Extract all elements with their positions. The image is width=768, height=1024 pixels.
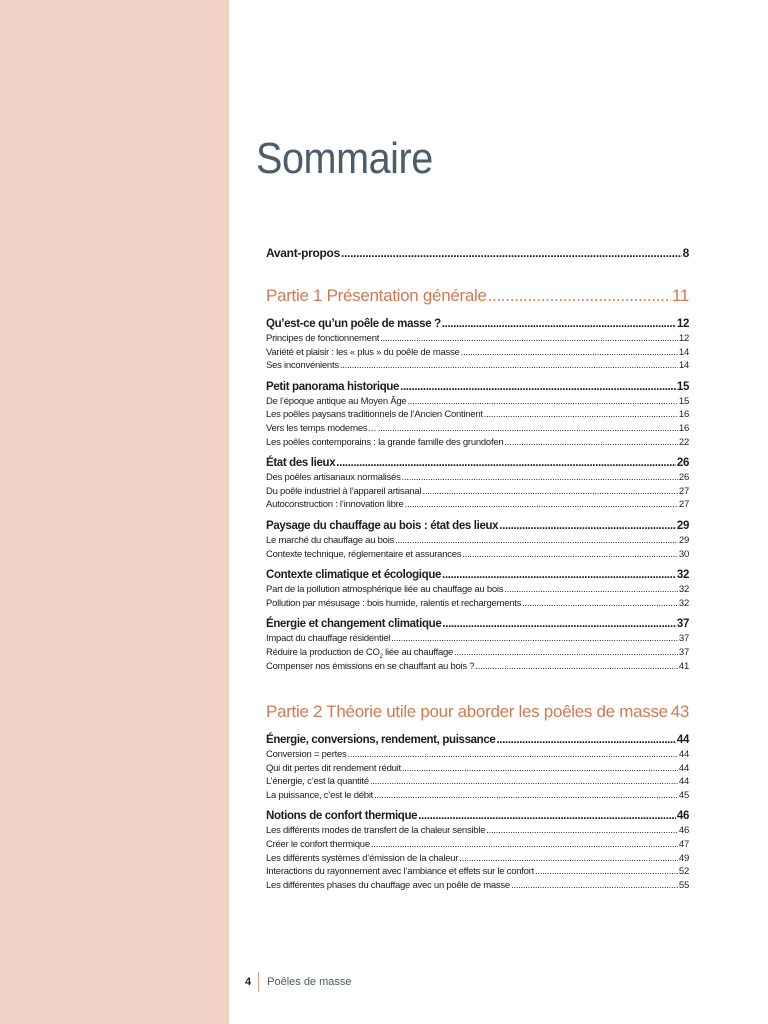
toc-page: 15 bbox=[676, 380, 689, 393]
dot-leader bbox=[475, 661, 678, 672]
toc-label: Avant-propos bbox=[266, 246, 340, 260]
toc-subsection[interactable] bbox=[266, 633, 689, 647]
toc-label: Ses inconvénients bbox=[266, 360, 339, 372]
dot-leader bbox=[522, 598, 678, 609]
toc-label: Partie 1 Présentation générale bbox=[266, 286, 487, 305]
toc-label: La puissance, c’est le débit bbox=[266, 789, 374, 801]
dot-leader bbox=[462, 549, 678, 560]
toc-label: Le marché du chauffage au bois bbox=[266, 534, 395, 546]
page-title: Sommaire bbox=[256, 134, 433, 183]
toc-page: 46 bbox=[678, 825, 689, 837]
toc-page: 8 bbox=[682, 246, 689, 260]
toc-section[interactable] bbox=[266, 569, 689, 584]
toc-label: Conversion = pertes bbox=[266, 749, 347, 761]
toc-section[interactable] bbox=[266, 381, 689, 396]
dot-leader bbox=[371, 839, 678, 850]
toc-label: Les poêles paysans traditionnels de l’Ancien Continent bbox=[266, 409, 483, 421]
dot-leader bbox=[442, 618, 676, 630]
toc-page: 12 bbox=[678, 333, 689, 344]
toc-page: 32 bbox=[678, 584, 689, 596]
toc-label: Contexte climatique et écologique bbox=[266, 569, 442, 582]
toc-subsection[interactable] bbox=[266, 360, 689, 374]
toc-page: 37 bbox=[678, 633, 689, 645]
dot-leader bbox=[461, 347, 678, 358]
footer-page-number: 4 bbox=[245, 976, 252, 988]
toc-page: 12 bbox=[676, 318, 689, 330]
toc-label: Part de la pollution atmosphérique liée au chauffage au bois bbox=[266, 584, 504, 596]
toc-label: Autoconstruction : l’innovation libre bbox=[266, 499, 404, 511]
toc-page: 26 bbox=[676, 457, 689, 470]
page-footer bbox=[245, 972, 352, 992]
toc-page: 37 bbox=[678, 646, 689, 658]
toc-subsection[interactable] bbox=[266, 423, 689, 437]
footer-divider bbox=[258, 972, 259, 992]
toc-label bbox=[266, 647, 453, 660]
toc-label: Du poêle industriel à l’appareil artisanal bbox=[266, 485, 422, 497]
toc-subsection[interactable] bbox=[266, 647, 689, 661]
toc-subsection[interactable] bbox=[266, 472, 689, 486]
dot-leader bbox=[340, 360, 678, 371]
dot-leader bbox=[348, 749, 678, 760]
toc-parts bbox=[266, 286, 689, 893]
toc-section[interactable] bbox=[266, 520, 689, 535]
toc-page: 32 bbox=[678, 597, 689, 609]
dot-leader bbox=[380, 333, 678, 344]
toc-label: Les différentes phases du chauffage avec un poêle de masse bbox=[266, 879, 510, 891]
dot-leader bbox=[504, 584, 678, 595]
dot-leader bbox=[488, 286, 671, 306]
toc-page: 27 bbox=[678, 485, 689, 497]
toc-page: 29 bbox=[676, 519, 689, 532]
toc-label-text: Réduire la production de CO bbox=[266, 646, 380, 658]
toc-label: Impact du chauffage résidentiel bbox=[266, 633, 391, 645]
dot-leader bbox=[341, 246, 682, 260]
toc-subsection[interactable] bbox=[266, 499, 689, 513]
toc-page: 14 bbox=[678, 360, 689, 372]
toc-page: 16 bbox=[678, 409, 689, 421]
toc-label: Énergie, conversions, rendement, puissance bbox=[266, 734, 496, 747]
dot-leader bbox=[454, 647, 678, 658]
toc-page: 52 bbox=[678, 866, 689, 878]
toc-subsection[interactable] bbox=[266, 776, 689, 790]
toc-label-suffix: liée au chauffage bbox=[382, 646, 454, 658]
toc-subsection[interactable] bbox=[266, 437, 689, 451]
toc-page: 44 bbox=[678, 749, 689, 761]
dot-leader bbox=[422, 486, 678, 497]
toc-page: 41 bbox=[678, 660, 689, 672]
dot-leader bbox=[486, 825, 678, 836]
toc-label: Énergie et changement climatique bbox=[266, 618, 442, 631]
toc-subsection[interactable] bbox=[266, 598, 689, 612]
dot-leader bbox=[378, 423, 678, 434]
toc-page: 11 bbox=[671, 286, 689, 305]
toc-label: Contexte technique, réglementaire et assurances bbox=[266, 548, 462, 560]
side-band bbox=[0, 0, 229, 1024]
toc-subsection[interactable] bbox=[266, 333, 689, 347]
toc-label: L’énergie, c’est la quantité bbox=[266, 776, 369, 788]
toc-section[interactable] bbox=[266, 734, 689, 749]
toc-label: Notions de confort thermique bbox=[266, 810, 418, 823]
toc-label: Les différents systèmes d’émission de la chaleur bbox=[266, 852, 459, 864]
toc-page: 43 bbox=[670, 702, 689, 722]
dot-leader bbox=[374, 790, 678, 801]
dot-leader bbox=[405, 499, 678, 510]
toc-subsection[interactable] bbox=[266, 347, 689, 361]
toc-label: Principes de fonctionnement bbox=[266, 333, 380, 344]
dot-leader bbox=[535, 866, 678, 877]
toc-label: Qu’est-ce qu’un poêle de masse ? bbox=[266, 318, 441, 330]
toc-page: 44 bbox=[678, 762, 689, 774]
toc-page: 47 bbox=[678, 839, 689, 851]
footer-book-title: Poêles de masse bbox=[267, 976, 352, 988]
toc-page: 46 bbox=[676, 810, 689, 823]
dot-leader bbox=[442, 318, 676, 330]
dot-leader bbox=[402, 763, 678, 774]
toc-section[interactable] bbox=[266, 318, 689, 333]
toc-subsection[interactable] bbox=[266, 396, 689, 410]
dot-leader bbox=[391, 633, 678, 644]
toc-page: 27 bbox=[678, 499, 689, 511]
table-of-contents bbox=[266, 246, 689, 893]
toc-page: 45 bbox=[678, 789, 689, 801]
toc-subsection[interactable] bbox=[266, 584, 689, 598]
dot-leader bbox=[484, 409, 678, 420]
dot-leader bbox=[402, 472, 678, 483]
toc-page: 15 bbox=[678, 395, 689, 407]
toc-page: 49 bbox=[678, 852, 689, 864]
toc-part-2[interactable] bbox=[266, 702, 689, 728]
toc-page: 16 bbox=[678, 422, 689, 434]
toc-page: 22 bbox=[678, 436, 689, 448]
dot-leader bbox=[459, 853, 678, 864]
toc-section[interactable] bbox=[266, 618, 689, 633]
toc-page: 14 bbox=[678, 346, 689, 358]
toc-label: Variété et plaisir : les « plus » du poêle de masse bbox=[266, 346, 460, 358]
dot-leader bbox=[407, 396, 678, 407]
toc-subsection[interactable] bbox=[266, 790, 689, 804]
dot-leader bbox=[496, 734, 675, 746]
toc-label: Vers les temps modernes… bbox=[266, 422, 377, 434]
toc-page: 44 bbox=[676, 734, 689, 747]
toc-section[interactable] bbox=[266, 810, 689, 825]
toc-label: Les différents modes de transfert de la chaleur sensible bbox=[266, 825, 486, 837]
toc-subsection[interactable] bbox=[266, 409, 689, 423]
toc-label: De l’époque antique au Moyen Âge bbox=[266, 395, 407, 407]
toc-label: Interactions du rayonnement avec l’ambiance et effets sur le confort bbox=[266, 866, 534, 878]
toc-page: 55 bbox=[678, 879, 689, 891]
toc-label: Créer le confort thermique bbox=[266, 839, 370, 851]
toc-entry-avant-propos[interactable] bbox=[266, 246, 689, 266]
toc-label: Partie 2 Théorie utile pour aborder les poêles de masse bbox=[266, 702, 668, 722]
toc-label: État des lieux bbox=[266, 457, 336, 470]
toc-page: 44 bbox=[678, 776, 689, 788]
dot-leader bbox=[370, 776, 678, 787]
toc-label: Les poêles contemporains : la grande famille des grundofen bbox=[266, 436, 504, 448]
toc-subsection[interactable] bbox=[266, 749, 689, 763]
toc-page: 29 bbox=[678, 534, 689, 546]
toc-subsection[interactable] bbox=[266, 763, 689, 777]
toc-label: Pollution par mésusage : bois humide, ralentis et rechargements bbox=[266, 597, 522, 609]
toc-subsection[interactable] bbox=[266, 866, 689, 880]
toc-subsection[interactable] bbox=[266, 839, 689, 853]
toc-subsection[interactable] bbox=[266, 535, 689, 549]
toc-subsection[interactable] bbox=[266, 853, 689, 867]
dot-leader bbox=[418, 810, 676, 822]
toc-label: Qui dit pertes dit rendement réduit bbox=[266, 762, 401, 774]
dot-leader bbox=[400, 381, 676, 393]
toc-section[interactable] bbox=[266, 457, 689, 472]
toc-label: Petit panorama historique bbox=[266, 380, 400, 393]
toc-subsection[interactable] bbox=[266, 486, 689, 500]
toc-subsection[interactable] bbox=[266, 549, 689, 563]
toc-subsection[interactable] bbox=[266, 661, 689, 675]
toc-page: 32 bbox=[676, 569, 689, 582]
toc-label: Des poêles artisanaux normalisés bbox=[266, 472, 401, 484]
toc-label: Paysage du chauffage au bois : état des lieux bbox=[266, 519, 499, 532]
toc-part-1[interactable] bbox=[266, 286, 689, 312]
dot-leader bbox=[499, 520, 676, 532]
subscript: 2 bbox=[379, 653, 383, 660]
dot-leader bbox=[669, 702, 670, 722]
dot-leader bbox=[442, 569, 676, 581]
toc-subsection[interactable] bbox=[266, 825, 689, 839]
toc-subsection[interactable] bbox=[266, 880, 689, 894]
dot-leader bbox=[336, 457, 676, 469]
dot-leader bbox=[511, 880, 678, 891]
dot-leader bbox=[395, 535, 678, 546]
toc-page: 26 bbox=[678, 472, 689, 484]
toc-page: 37 bbox=[676, 618, 689, 631]
toc-label: Compenser nos émissions en se chauffant au bois ? bbox=[266, 660, 475, 672]
toc-page: 30 bbox=[678, 548, 689, 560]
dot-leader bbox=[504, 437, 678, 448]
